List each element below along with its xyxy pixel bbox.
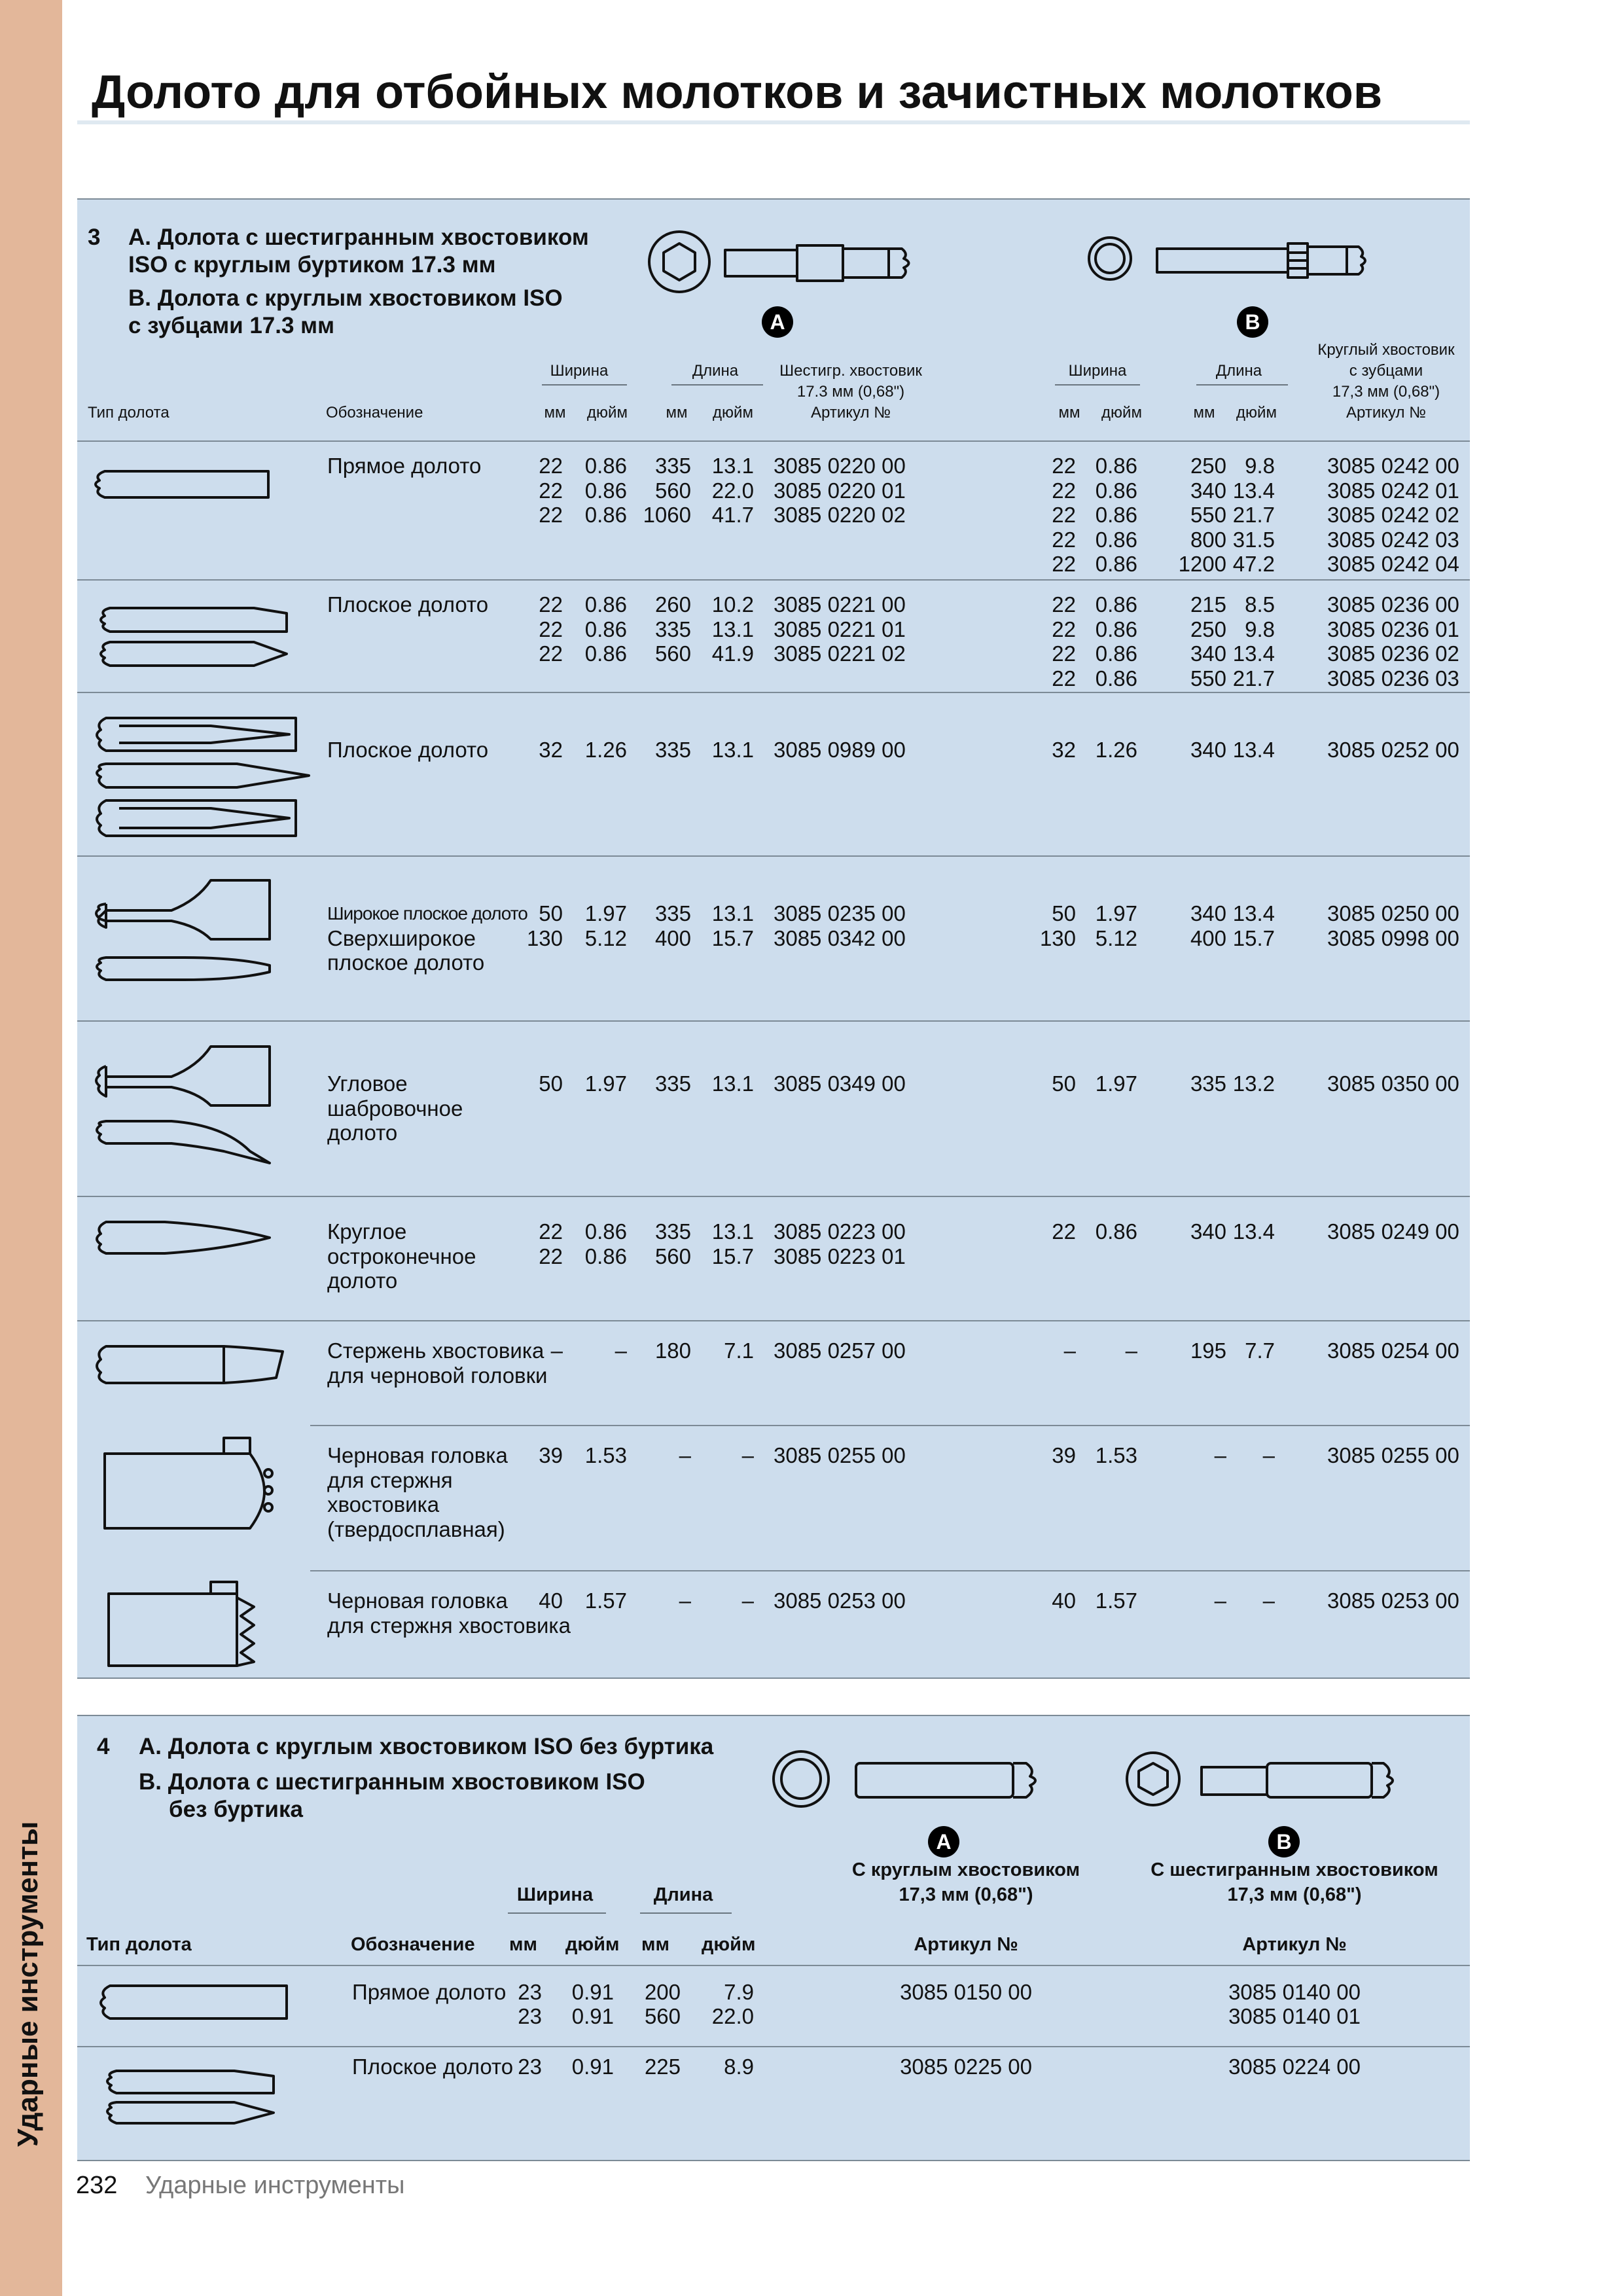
b-article-cell: 3085 0998 00 [1327, 925, 1459, 950]
a-l_mm-cell: 400 [654, 925, 691, 950]
width-inch-cell: 0.91 [571, 2054, 614, 2079]
s4-length-inch-header: дюйм [702, 1934, 756, 1955]
bushing-head-carbide-icon [93, 1430, 289, 1541]
a-w_mm-cell: 22 [539, 503, 563, 527]
b-article-cell: 3085 0253 00 [1327, 1588, 1459, 1613]
row-designation: долото [327, 1121, 398, 1145]
a-w_mm-cell: 50 [539, 1071, 563, 1096]
a-length-inch-header: дюйм [713, 404, 753, 422]
a-l_in-cell: 13.1 [711, 1071, 754, 1096]
row-designation: Стержень хвостовика [327, 1338, 544, 1363]
width-inch-cell: 0.91 [571, 1980, 614, 2004]
s4-width-inch-header: дюйм [565, 1934, 620, 1955]
a-w_mm-cell: 50 [539, 901, 563, 925]
a-l_mm-cell: 560 [654, 478, 691, 503]
a-l_in-cell: 13.1 [711, 901, 754, 925]
a-article-cell: 3085 0225 00 [900, 2054, 1032, 2079]
a-l_mm-cell: 560 [654, 641, 691, 666]
flat-chisel-wide-icon [93, 710, 309, 848]
length-mm-cell: 225 [644, 2054, 681, 2079]
a-article-cell: 3085 0223 00 [774, 1219, 906, 1244]
b-width-header: Ширина [1068, 362, 1127, 380]
b-w_mm-cell: – [1063, 1338, 1076, 1363]
b-article-cell: 3085 0242 04 [1327, 552, 1459, 576]
row-designation: Сверхширокое [327, 925, 476, 950]
a-w_in-cell: 0.86 [584, 1244, 627, 1268]
a-w_mm-cell: 22 [539, 1219, 563, 1244]
a-w_in-cell: 1.97 [584, 1071, 627, 1096]
b-width-mm-header: мм [1058, 404, 1080, 422]
a-l_mm-cell: 335 [654, 738, 691, 762]
s4-length-mm-header: мм [641, 1934, 669, 1955]
section-4-title-b1: B. Долота с шестигранным хвостовиком ISO [139, 1769, 645, 1795]
b-w_mm-cell: 39 [1052, 1443, 1076, 1467]
b-w_mm-cell: 32 [1052, 738, 1076, 762]
b-l_mm-cell: 250 [1190, 617, 1226, 641]
a-w_in-cell: 0.86 [584, 503, 627, 527]
a-l_mm-cell: 180 [654, 1338, 691, 1363]
b-article-header-2: с зубцами [1349, 362, 1423, 380]
b-w_in-cell: 1.97 [1095, 901, 1137, 925]
s4-b-header-1: С шестигранным хвостовиком [1150, 1859, 1438, 1880]
b-l_mm-cell: 400 [1190, 925, 1226, 950]
title-underline [77, 120, 1470, 124]
a-w_in-cell: 5.12 [584, 925, 627, 950]
a-l_mm-cell: 335 [654, 1219, 691, 1244]
b-article-cell: 3085 0350 00 [1327, 1071, 1459, 1096]
s4-type-header: Тип долота [86, 1934, 192, 1955]
a-w_mm-cell: 32 [539, 738, 563, 762]
b-w_mm-cell: 22 [1052, 641, 1076, 666]
b-l_mm-cell: 340 [1190, 901, 1226, 925]
a-article-cell: 3085 0349 00 [774, 1071, 906, 1096]
a-w_in-cell: 1.97 [584, 901, 627, 925]
a-l_in-cell: – [741, 1443, 754, 1467]
b-article-header-3: 17,3 мм (0,68") [1332, 383, 1440, 401]
footer-section: Ударные инструменты [145, 2172, 405, 2199]
a-l_in-cell: 41.9 [711, 641, 754, 666]
a-article-header-2: 17.3 мм (0,68") [796, 383, 905, 401]
row-designation: хвостовика [327, 1492, 440, 1516]
row-designation: Черновая головка [327, 1588, 508, 1613]
row-designation: остроконечное [327, 1244, 476, 1268]
b-l_in-cell: 13.4 [1232, 1219, 1275, 1244]
b-w_mm-cell: 40 [1052, 1588, 1076, 1613]
s4-width-mm-header: мм [509, 1934, 537, 1955]
flat-chisel-icon [97, 599, 293, 677]
b-l_in-cell: 13.2 [1232, 1071, 1275, 1096]
b-w_in-cell: 1.57 [1095, 1588, 1137, 1613]
row-designation: Плоское долото [327, 592, 489, 617]
b-w_in-cell: – [1125, 1338, 1137, 1363]
flat-chisel-icon [103, 2062, 287, 2140]
row-designation: для стержня [327, 1467, 453, 1492]
b-l_mm-cell: 1200 [1178, 552, 1226, 576]
b-article-cell: 3085 0250 00 [1327, 901, 1459, 925]
a-width-header: Ширина [550, 362, 609, 380]
page-number: 232 [76, 2172, 118, 2199]
b-l_in-cell: 21.7 [1232, 503, 1275, 527]
section-4-title-a: A. Долота с круглым хвостовиком ISO без буртика [139, 1734, 714, 1759]
page-title: Долото для отбойных молотков и зачистных молотков [92, 66, 1383, 118]
a-w_in-cell: – [615, 1338, 627, 1363]
a-w_in-cell: 0.86 [584, 1219, 627, 1244]
b-article-cell: 3085 0242 03 [1327, 527, 1459, 552]
b-l_mm-cell: 195 [1190, 1338, 1226, 1363]
b-w_mm-cell: 22 [1052, 478, 1076, 503]
a-article-cell: 3085 0989 00 [774, 738, 906, 762]
section-3-title-b1: B. Долота с круглым хвостовиком ISO [128, 285, 563, 311]
a-l_in-cell: 13.1 [711, 738, 754, 762]
a-article-cell: 3085 0150 00 [900, 1980, 1032, 2004]
section-3-badge-a: A [762, 306, 793, 338]
b-w_in-cell: 0.86 [1095, 478, 1137, 503]
b-l_in-cell: 13.4 [1232, 641, 1275, 666]
b-w_mm-cell: 22 [1052, 503, 1076, 527]
section-3-title-b2: с зубцами 17.3 мм [128, 313, 334, 338]
angled-scraping-chisel-icon [93, 1040, 289, 1177]
row-designation: долото [327, 1268, 398, 1293]
a-w_in-cell: 0.86 [584, 641, 627, 666]
row-designation: шабровочное [327, 1096, 463, 1121]
b-w_in-cell: 0.86 [1095, 503, 1137, 527]
a-article-cell: 3085 0235 00 [774, 901, 906, 925]
b-w_mm-cell: 22 [1052, 617, 1076, 641]
round-shank-icon [771, 1749, 1124, 1814]
a-article-header-1: Шестигр. хвостовик [779, 362, 922, 380]
a-l_mm-cell: 335 [654, 901, 691, 925]
a-w_in-cell: 0.86 [584, 617, 627, 641]
row-designation: Плоское долото [327, 738, 489, 762]
b-l_mm-cell: 340 [1190, 738, 1226, 762]
b-w_in-cell: 0.86 [1095, 527, 1137, 552]
b-w_in-cell: 0.86 [1095, 592, 1137, 617]
b-article-cell: 3085 0255 00 [1327, 1443, 1459, 1467]
width-mm-cell: 23 [518, 2004, 542, 2028]
row-designation: для черновой головки [327, 1363, 548, 1388]
b-article-header-1: Круглый хвостовик [1317, 341, 1455, 359]
row-designation: (твердосплавная) [327, 1516, 505, 1541]
b-l_mm-cell: 340 [1190, 641, 1226, 666]
a-l_mm-cell: 335 [654, 617, 691, 641]
b-l_in-cell: 13.4 [1232, 738, 1275, 762]
a-w_in-cell: 0.86 [584, 454, 627, 478]
b-w_in-cell: 1.97 [1095, 1071, 1137, 1096]
b-l_mm-cell: 335 [1190, 1071, 1226, 1096]
row-designation: для стержня хвостовика [327, 1613, 571, 1638]
a-article-cell: 3085 0255 00 [774, 1443, 906, 1467]
section-3-number: 3 [88, 224, 101, 250]
b-l_in-cell: 21.7 [1232, 666, 1275, 691]
b-article-cell: 3085 0242 01 [1327, 478, 1459, 503]
section-4-title-b2: без буртика [169, 1797, 303, 1822]
s4-length-header: Длина [653, 1884, 713, 1905]
a-w_mm-cell: 22 [539, 1244, 563, 1268]
b-w_in-cell: 1.26 [1095, 738, 1137, 762]
b-l_in-cell: 13.4 [1232, 478, 1275, 503]
section-4-badge-a: A [928, 1826, 959, 1857]
a-l_in-cell: 13.1 [711, 454, 754, 478]
b-l_in-cell: – [1262, 1588, 1275, 1613]
a-article-cell: 3085 0257 00 [774, 1338, 906, 1363]
round-point-chisel-icon [93, 1213, 289, 1265]
hex-shank-collar-icon [647, 229, 1000, 301]
b-w_in-cell: 5.12 [1095, 925, 1137, 950]
a-w_mm-cell: 40 [539, 1588, 563, 1613]
s4-b-article-header: Артикул № [1242, 1934, 1347, 1955]
section-3-panel [77, 198, 1470, 1679]
b-l_mm-cell: 550 [1190, 503, 1226, 527]
b-width-inch-header: дюйм [1101, 404, 1142, 422]
shank-rod-icon [93, 1337, 302, 1396]
b-w_mm-cell: 22 [1052, 552, 1076, 576]
b-l_mm-cell: 340 [1190, 1219, 1226, 1244]
a-w_mm-cell: 39 [539, 1443, 563, 1467]
b-article-cell: 3085 0242 02 [1327, 503, 1459, 527]
a-l_in-cell: 10.2 [711, 592, 754, 617]
straight-chisel-icon [97, 1978, 287, 2024]
a-article-cell: 3085 0220 01 [774, 478, 906, 503]
row-designation: Прямое долото [352, 1980, 507, 2004]
b-w_in-cell: 0.86 [1095, 552, 1137, 576]
b-l_in-cell: 31.5 [1232, 527, 1275, 552]
a-w_mm-cell: 130 [526, 925, 563, 950]
b-l_in-cell: 47.2 [1232, 552, 1275, 576]
a-w_mm-cell: 22 [539, 641, 563, 666]
b-l_in-cell: 8.5 [1245, 592, 1275, 617]
a-article-cell: 3085 0223 01 [774, 1244, 906, 1268]
b-l_mm-cell: 550 [1190, 666, 1226, 691]
a-l_mm-cell: 560 [654, 1244, 691, 1268]
a-l_in-cell: 7.1 [724, 1338, 754, 1363]
a-l_mm-cell: 260 [654, 592, 691, 617]
b-l_in-cell: 15.7 [1232, 925, 1275, 950]
b-w_mm-cell: 50 [1052, 901, 1076, 925]
length-inch-cell: 7.9 [724, 1980, 754, 2004]
b-l_in-cell: – [1262, 1443, 1275, 1467]
a-article-cell: 3085 0342 00 [774, 925, 906, 950]
b-w_mm-cell: 22 [1052, 527, 1076, 552]
a-l_in-cell: 22.0 [711, 478, 754, 503]
a-article-cell: 3085 0220 02 [774, 503, 906, 527]
b-article-header-4: Артикул № [1346, 404, 1426, 422]
a-length-mm-header: мм [666, 404, 688, 422]
b-w_mm-cell: 22 [1052, 454, 1076, 478]
b-w_mm-cell: 50 [1052, 1071, 1076, 1096]
a-w_in-cell: 1.57 [584, 1588, 627, 1613]
b-article-cell: 3085 0252 00 [1327, 738, 1459, 762]
length-inch-cell: 22.0 [711, 2004, 754, 2028]
s4-width-header: Ширина [516, 1884, 594, 1905]
b-l_mm-cell: 250 [1190, 454, 1226, 478]
a-l_mm-cell: 335 [654, 1071, 691, 1096]
b-l_in-cell: 13.4 [1232, 901, 1275, 925]
s4-name-header: Обозначение [351, 1934, 475, 1955]
a-l_in-cell: 41.7 [711, 503, 754, 527]
b-w_in-cell: 0.86 [1095, 1219, 1137, 1244]
b-w_mm-cell: 22 [1052, 666, 1076, 691]
b-l_in-cell: 9.8 [1245, 617, 1275, 641]
a-article-cell: 3085 0221 00 [774, 592, 906, 617]
length-inch-cell: 8.9 [724, 2054, 754, 2079]
a-w_mm-cell: 22 [539, 592, 563, 617]
hex-shank-icon [1123, 1749, 1476, 1814]
a-l_in-cell: 13.1 [711, 617, 754, 641]
a-w_mm-cell: 22 [539, 617, 563, 641]
a-w_in-cell: 1.53 [584, 1443, 627, 1467]
b-article-cell: 3085 0236 02 [1327, 641, 1459, 666]
a-article-cell: 3085 0221 01 [774, 617, 906, 641]
b-length-header: Длина [1215, 362, 1262, 380]
b-w_in-cell: 0.86 [1095, 454, 1137, 478]
section-3-badge-b: B [1237, 306, 1268, 338]
b-article-cell: 3085 0254 00 [1327, 1338, 1459, 1363]
b-article-cell: 3085 0140 01 [1228, 2004, 1361, 2028]
section-3-title-a2: ISO с круглым буртиком 17.3 мм [128, 252, 496, 278]
a-article-cell: 3085 0253 00 [774, 1588, 906, 1613]
b-length-mm-header: мм [1193, 404, 1215, 422]
a-l_mm-cell: 335 [654, 454, 691, 478]
length-mm-cell: 560 [644, 2004, 681, 2028]
b-w_in-cell: 0.86 [1095, 641, 1137, 666]
a-article-cell: 3085 0221 02 [774, 641, 906, 666]
a-w_mm-cell: 22 [539, 478, 563, 503]
a-l_in-cell: 15.7 [711, 1244, 754, 1268]
a-l_in-cell: – [741, 1588, 754, 1613]
width-mm-cell: 23 [518, 2054, 542, 2079]
a-w_mm-cell: 22 [539, 454, 563, 478]
side-tab-label: Ударные инструменты [12, 1821, 44, 2147]
b-article-cell: 3085 0236 00 [1327, 592, 1459, 617]
row-designation: Круглое [327, 1219, 407, 1244]
b-article-cell: 3085 0236 03 [1327, 666, 1459, 691]
a-l_in-cell: 15.7 [711, 925, 754, 950]
b-l_mm-cell: – [1214, 1588, 1226, 1613]
section-4-panel [77, 1715, 1470, 2161]
b-l_mm-cell: – [1214, 1443, 1226, 1467]
b-w_mm-cell: 22 [1052, 592, 1076, 617]
a-w_in-cell: 1.26 [584, 738, 627, 762]
row-designation: Прямое долото [327, 454, 482, 478]
b-l_in-cell: 9.8 [1245, 454, 1275, 478]
b-article-cell: 3085 0224 00 [1228, 2054, 1361, 2079]
section-4-badge-b: B [1268, 1826, 1300, 1857]
row-designation: Широкое плоское долото [327, 903, 527, 924]
straight-chisel-icon [92, 465, 262, 504]
s4-a-article-header: Артикул № [914, 1934, 1018, 1955]
b-w_in-cell: 1.53 [1095, 1443, 1137, 1467]
a-l_mm-cell: – [679, 1588, 691, 1613]
length-mm-cell: 200 [644, 1980, 681, 2004]
width-inch-cell: 0.91 [571, 2004, 614, 2028]
a-l_mm-cell: 1060 [643, 503, 691, 527]
b-w_mm-cell: 22 [1052, 1219, 1076, 1244]
b-article-cell: 3085 0242 00 [1327, 454, 1459, 478]
b-article-cell: 3085 0249 00 [1327, 1219, 1459, 1244]
width-mm-cell: 23 [518, 1980, 542, 2004]
a-w_mm-cell: – [550, 1338, 563, 1363]
b-l_mm-cell: 800 [1190, 527, 1226, 552]
a-width-inch-header: дюйм [587, 404, 628, 422]
type-header: Тип долота [88, 404, 169, 422]
row-designation: Черновая головка [327, 1443, 508, 1467]
b-l_in-cell: 7.7 [1245, 1338, 1275, 1363]
a-w_in-cell: 0.86 [584, 478, 627, 503]
a-l_in-cell: 13.1 [711, 1219, 754, 1244]
s4-a-header-1: С круглым хвостовиком [851, 1859, 1080, 1880]
section-4-number: 4 [97, 1734, 110, 1759]
b-article-cell: 3085 0236 01 [1327, 617, 1459, 641]
b-w_in-cell: 0.86 [1095, 617, 1137, 641]
a-width-mm-header: мм [544, 404, 566, 422]
row-designation: Угловое [327, 1071, 408, 1096]
row-designation: плоское долото [327, 950, 485, 975]
section-3-title-a1: A. Долота с шестигранным хвостовиком [128, 224, 589, 250]
round-shank-splined-icon [1085, 229, 1491, 301]
b-w_in-cell: 0.86 [1095, 666, 1137, 691]
row-designation: Плоское долото [352, 2054, 514, 2079]
a-w_in-cell: 0.86 [584, 592, 627, 617]
a-l_mm-cell: – [679, 1443, 691, 1467]
b-article-cell: 3085 0140 00 [1228, 1980, 1361, 2004]
b-l_mm-cell: 215 [1190, 592, 1226, 617]
wide-flat-chisel-icon [93, 874, 289, 1005]
b-l_mm-cell: 340 [1190, 478, 1226, 503]
bushing-head-icon [93, 1574, 289, 1672]
a-length-header: Длина [692, 362, 739, 380]
a-article-cell: 3085 0220 00 [774, 454, 906, 478]
name-header: Обозначение [326, 404, 423, 422]
a-article-header-3: Артикул № [811, 404, 891, 422]
b-length-inch-header: дюйм [1236, 404, 1277, 422]
s4-b-header-2: 17,3 мм (0,68") [1227, 1884, 1362, 1905]
s4-a-header-2: 17,3 мм (0,68") [899, 1884, 1033, 1905]
b-w_mm-cell: 130 [1039, 925, 1076, 950]
